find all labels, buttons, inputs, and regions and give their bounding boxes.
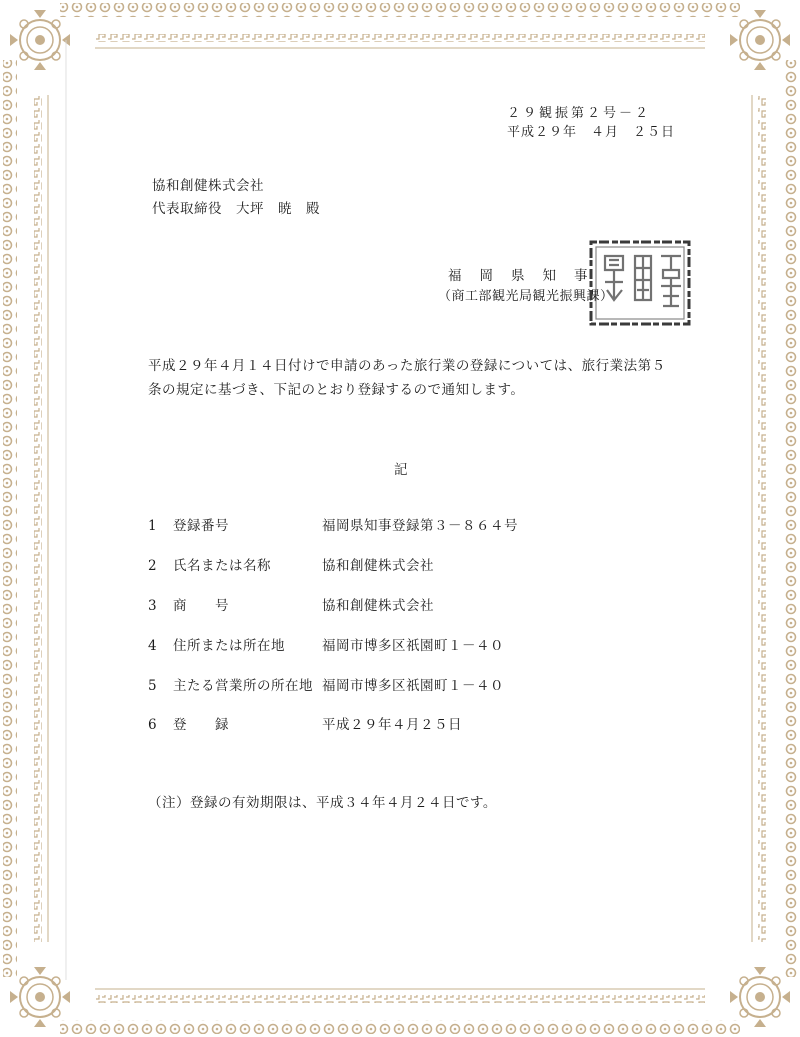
record-number: 5 [148,678,158,694]
record-number: 3 [148,598,158,614]
record-number: 1 [148,518,158,534]
record-value: 福岡市博多区祇園町１－４０ [322,638,504,654]
ki-heading: 記 [394,462,408,478]
record-number: 6 [148,717,158,733]
record-label: 登 録 [173,717,229,733]
record-value: 協和創健株式会社 [322,558,434,574]
record-number: 2 [148,558,158,574]
record-value: 協和創健株式会社 [322,598,434,614]
body-text-line-1: 平成２９年４月１４日付けで申請のあった旅行業の登録については、旅行業法第５ [148,358,666,374]
record-label: 登録番号 [173,518,229,534]
record-value: 平成２９年４月２５日 [322,717,462,733]
record-value: 福岡県知事登録第３－８６４号 [322,518,518,534]
record-number: 4 [148,638,158,654]
issuer-department: （商工部観光局観光振興課） [438,289,614,304]
issue-date: 平成２９年 ４月 ２５日 [507,125,676,140]
body-text-line-2: 条の規定に基づき、下記のとおり登録するので通知します。 [148,382,525,398]
addressee-company: 協和創健株式会社 [152,178,264,194]
issuer-title: 福岡県知事 [448,268,606,284]
reference-number: ２９観振第２号－２ [507,106,652,121]
record-value: 福岡市博多区祇園町１－４０ [322,678,504,694]
record-label: 氏名または名称 [173,558,271,574]
validity-note: （注）登録の有効期限は、平成３４年４月２４日です。 [148,795,497,811]
addressee-representative: 代表取締役 大坪 暁 殿 [152,201,320,217]
record-label: 主たる営業所の所在地 [173,678,313,694]
record-label: 住所または所在地 [173,638,285,654]
official-seal-icon [585,238,695,328]
record-label: 商 号 [173,598,229,614]
